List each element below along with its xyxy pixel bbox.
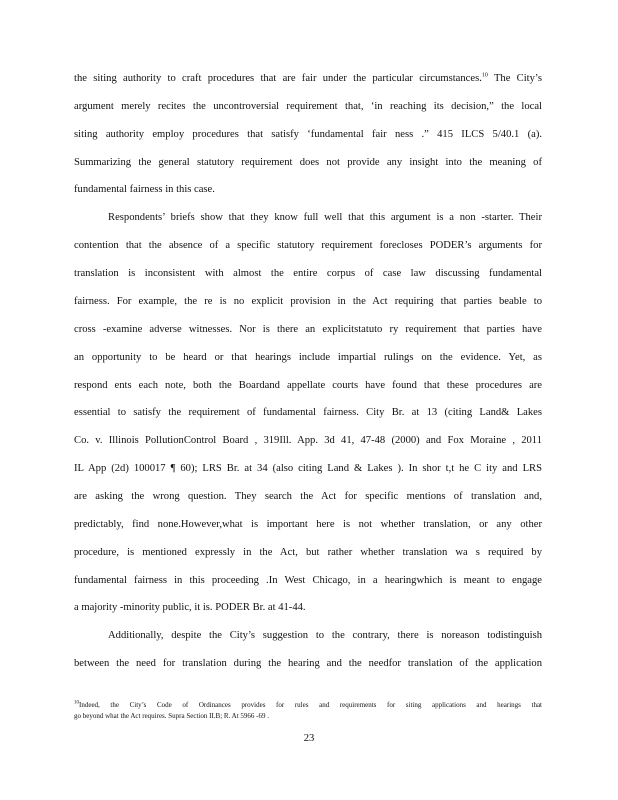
body-line-19: fundamental fairness in this proceeding .In West Chicago, in a hearingwhich is meant to engage xyxy=(74,575,542,586)
body-line-16: are asking the wrong question. They search the Act for specific mentions of translation and, xyxy=(74,491,542,502)
footnote-line-2: go beyond what the Act requires. Supra Section II.B; R. At 5966 -69 . xyxy=(74,712,269,720)
page-number: 23 xyxy=(303,733,315,744)
body-line-3: siting authority employ procedures that satisfy ‘fundamental fair ness .” 415 ILCS 5/40.1 (a). xyxy=(74,129,542,140)
body-line-20: a majority -minority public, it is. PODER Br. at 41-44. xyxy=(74,602,306,613)
body-line-15: IL App (2d) 100017 ¶ 60); LRS Br. at 34 (also citing Land & Lakes ). In shor t,t he C ity and LRS xyxy=(74,463,542,474)
footnote-marker: 10 xyxy=(74,700,79,706)
body-line-1: the siting authority to craft procedures that are fair under the particular circumstances.$^{10}$ The City’s xyxy=(74,72,542,84)
body-line-6: Respondents’ briefs show that they know full well that this argument is a non -starter. Their xyxy=(108,212,542,223)
body-line-10: cross -examine adverse witnesses. Nor is there an explicitstatuto ry requirement that parties have xyxy=(74,324,542,335)
footnote-line-1: $^{10}$Indeed, the City’s Code of Ordinances provides for rules and requirements for siting applications and hearings that xyxy=(74,700,542,709)
body-line-14: Co. v. Illinois PollutionControl Board , 319Ill. App. 3d 41, 47-48 (2000) and Fox Moraine , 2011 xyxy=(74,435,542,446)
body-line-4: Summarizing the general statutory requirement does not provide any insight into the meaning of xyxy=(74,157,542,168)
body-line-9: fairness. For example, the re is no explicit provision in the Act requiring that parties beable to xyxy=(74,296,542,307)
body-line-2: argument merely recites the uncontroversial requirement that, ‘in reaching its decision,” the local xyxy=(74,101,542,112)
body-line-8: translation is inconsistent with almost the entire corpus of case law discussing fundamental xyxy=(74,268,542,279)
footnote-reference[interactable]: 10 xyxy=(481,72,488,79)
body-line-5: fundamental fairness in this case. xyxy=(74,184,215,195)
body-line-18: procedure, is mentioned expressly in the Act, but rather whether translation wa s required by xyxy=(74,547,542,558)
body-line-17: predictably, find none.However,what is important here is not whether translation, or any other xyxy=(74,519,542,530)
body-line-21: Additionally, despite the City’s suggestion to the contrary, there is noreason todistinguish xyxy=(108,630,542,641)
body-line-7: contention that the absence of a specific statutory requirement forecloses PODER’s arguments for xyxy=(74,240,542,251)
body-line-22: between the need for translation during the hearing and the needfor translation of the application xyxy=(74,658,542,669)
body-line-13: essential to satisfy the requirement of fundamental fairness. City Br. at 13 (citing Land& Lakes xyxy=(74,407,542,418)
body-line-12: respond ents each note, both the Boardand appellate courts have found that these procedures are xyxy=(74,380,542,391)
body-line-11: an opportunity to be heard or that hearings include impartial rulings on the evidence. Yet, as xyxy=(74,352,542,363)
